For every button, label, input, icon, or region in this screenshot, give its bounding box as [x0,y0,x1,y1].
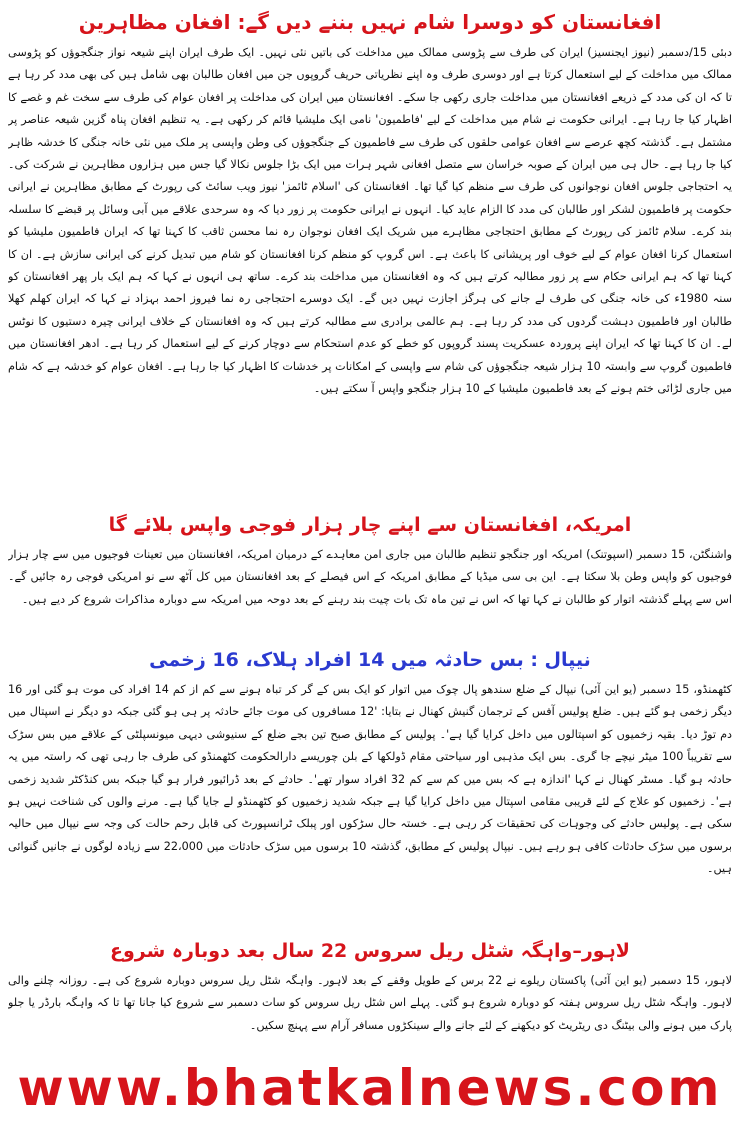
site-watermark: www.bhatkalnews.com [17,1059,723,1117]
article-headline: افغانستان کو دوسرا شام نہیں بننے دیں گے: افغان مظاہرین [78,10,662,34]
article-afghan-protest [8,6,732,500]
article-lahore-wagah-rail [8,936,732,1056]
article-body: واشنگٹن، 15 دسمبر (اسپوتنک) امریکہ اور جنگجو تنظیم طالبان میں جاری امن معاہدے کے درمیان امریکہ، افغانستان میں تعینات فوجیوں میں سے چار ہزار فوجیوں کو واپس وطن بلا سکتا ہے۔ این بی سی میڈیا کے مطابق امریکہ کے اس فیصلے کے بعد افغانستان میں کل آٹھ سے نو امریکی فوجی رہ جائیں گے۔ اس سے پہلے گذشتہ اتوار کو طالبان نے کہا تھا کہ اس نے تین ماہ تک بات چیت بند رہنے کے بعد دوحہ میں امریکہ سے دوبارہ مذاکرات شروع کر دیے ہیں۔ [8,548,732,606]
article-body: لاہور، 15 دسمبر (یو این آئی) پاکستان ریلوے نے 22 برس کے طویل وقفے کے بعد لاہور۔ واہگہ شٹل ریل سروس دوبارہ شروع کی ہے۔ روزانہ چلنے والی لاہور۔ واہگہ شٹل ریل سروس ہفتہ کو دوبارہ شروع ہو گئی۔ پہلے اس شٹل ریل سروس کو سات دسمبر سے شروع کیا جانا تھا تا کہ واہگہ بارڈر یا جلو پارک میں ہونے والی بیٹنگ دی ریٹریٹ کو دیکھنے کے لئے جانے والے سینکڑوں مسافر آرام سے پہنچ سکیں۔ [8,974,732,1032]
article-body: دبئی 15/دسمبر (نیوز ایجنسیز) ایران کی طرف سے پڑوسی ممالک میں مداخلت کی باتیں نئی نہیں۔ ایک طرف ایران اپنے شیعہ نواز جنگجوؤں کو پڑوسی ممالک میں مداخلت کے لیے استعمال کرتا ہے اور دوسری طرف وہ اپنے نظریاتی حریف گروپوں جن میں افغان طالبان بھی شامل ہیں کی بھی مدد کر رہا ہے تا کہ ان کی مدد کے ذریعے افغانستان میں مداخلت جاری رکھی جا سکے۔ افغانستان میں ایران کی مداخلت پر افغان عوام کی طرف سے سخت غم و غصے کا اظہار کیا جا رہا ہے۔ ایرانی حکومت نے شام میں مداخلت کے لیے 'فاطمیون' نامی ایک ملیشیا قائم کر رکھی ہے۔ یہ تنظیم افغان پناہ گزین شیعہ عناصر پر مشتمل ہے۔ گذشتہ کچھ عرصے سے افغان عوامی حلقوں کی طرف سے فاطمیون کے جنگجوؤں کی وطن واپسی پر ملک میں نئی خانہ جنگی کا خدشہ ظاہر کیا جا رہا ہے۔ حال ہی میں ایران کے صوبہ خراسان سے متصل افغانی شہر ہرات میں ایک بڑا جلوس نکالا گیا جس میں ہزاروں مظاہرین نے شرکت کی۔ یہ احتجاجی جلوس افغان نوجوانوں کی طرف سے منظم کیا گیا تھا۔ افغانستان کی 'اسلام ٹائمز' نیوز ویب سائٹ کی رپورٹ کے مطابق مظاہرین نے ایرانی حکومت پر فاطمیون لشکر اور طالبان کی مدد کا الزام عاید کیا۔ انہوں نے ایرانی حکومت پر زور دیا کہ وہ سرحدی علاقے میں آبی وسائل پر قبضے کا سلسلہ بند کرے۔ سلام ٹائمز کی رپورٹ کے مطابق احتجاجی مظاہرے میں شریک ایک افغان نوجوان رہ نما محسن ثاقب کا کہنا تھا کہ ایران فاطمیون ملیشیا کو استعمال کرنا افغان عوام کے لیے خوف اور پریشانی کا باعث ہے۔ اس گروپ کو منظم کرنا افغانستان کو شام میں تبدیل کرنے کی ایرانی سازش ہے۔ ان کا کہنا تھا کہ ہم ایرانی حکام سے پر زور مطالبہ کرتے ہیں کہ وہ افغانستان میں مداخلت بند کرے۔ ساتھ ہی انہوں نے کہا کہ ہم ایک بار پھر افغانستان کو سنہ 1980ء کی خانہ جنگی کی طرف لے جانے کی ہرگز اجازت نہیں دیں گے۔ ایک دوسرے احتجاجی رہ نما فیروز احمد بہزاد نے کہا کہ ایران کھلم کھلا طالبان اور فاطمیون دہشت گردوں کی مدد کر رہا ہے۔ ہم عالمی برادری سے مطالبہ کرتے ہیں کہ وہ افغانستان کے خلاف ایرانی چیرہ دستیوں کا نوٹس لے۔ ان کا کہنا تھا کہ ایران اپنے پروردہ عسکریت پسند گروپوں کو خطے کو عدم استحکام سے دوچار کرنے کے لیے استعمال کر رہا ہے۔ ادھر افغانستان میں فاطمیون گروپ سے وابستہ 10 ہزار شیعہ جنگجوؤں کی شام سے واپسی کے امکانات پر خدشات کا اظہار کیا جا رہا ہے۔ افغان عوام کو خدشہ ہے کہ شام میں جاری لڑائی ختم ہونے کے بعد فاطمیون ملیشیا کے 10 ہزار جنگجو واپس آ سکتے ہیں۔ [8,46,732,396]
article-headline: نیپال : بس حادثہ میں 14 افراد ہلاک، 16 زخمی [149,649,591,671]
news-page [0,6,740,1124]
article-us-troops [8,510,732,635]
article-body: کٹھمنڈو، 15 دسمبر (یو این آئی) نیپال کے ضلع سندھو پال چوک میں اتوار کو ایک بس کے گر کر تباہ ہونے سے کم از کم 14 افراد کی موت ہو گئی اور 16 دیگر زخمی ہو گئے ہیں۔ ضلع پولیس آفس کے ترجمان گنیش کھنال نے بتایا: '12 مسافروں کی موت جائے حادثہ پر ہی ہو گئی جبکہ دو دیگر نے اسپتال میں دم توڑ دیا۔ بقیہ زخمیوں کو اسپتالوں میں داخل کرایا گیا ہے'۔ پولیس کے مطابق صبح تین بجے ضلع کے سنیوشی دیہی میونسپلٹی کے علاقے میں بس سڑک سے تقریباً 100 میٹر نیچے جا گری۔ بس ایک مذہبی اور سیاحتی مقام ڈولکھا کے بلن چوریسے دارالحکومت کٹھمنڈو کی طرف جا رہی تھی کہ راستہ میں یہ حادثہ ہو گیا۔ مسٹر کھنال نے کہا 'اندازہ ہے کہ بس میں کم سے کم 32 افراد سوار تھے'۔ حادثے کے بعد ڈرائیور فرار ہو گیا جبکہ بس کنڈکٹر شدید زخمی ہے'۔ زخمیوں کو علاج کے لئے قریبی مقامی اسپتال میں داخل کرایا گیا ہے جبکہ شدید زخمیوں کو کٹھمنڈو لے جایا گیا ہے۔ مرنے والوں کی شناخت نہیں ہو سکی ہے۔ پولیس حادثے کی وجوہات کی تحقیقات کر رہی ہے۔ خستہ حال سڑکوں اور پبلک ٹرانسپورٹ کی قابل رحم حالت کی وجہ سے نیپال میں حالیہ برسوں میں سڑک حادثات کافی ہو رہے ہیں۔ نیپال پولیس کے مطابق، گذشتہ 10 برسوں میں سڑک حادثات میں 22،000 سے زیادہ لوگوں نے جانیں گنوائی ہیں۔ [8,683,732,876]
article-headline: لاہور–واہگہ شٹل ریل سروس 22 سال بعد دوبارہ شروع [110,940,630,962]
article-nepal-bus-accident [8,645,732,926]
article-headline: امریکہ، افغانستان سے اپنے چار ہزار فوجی واپس بلائے گا [108,514,632,536]
